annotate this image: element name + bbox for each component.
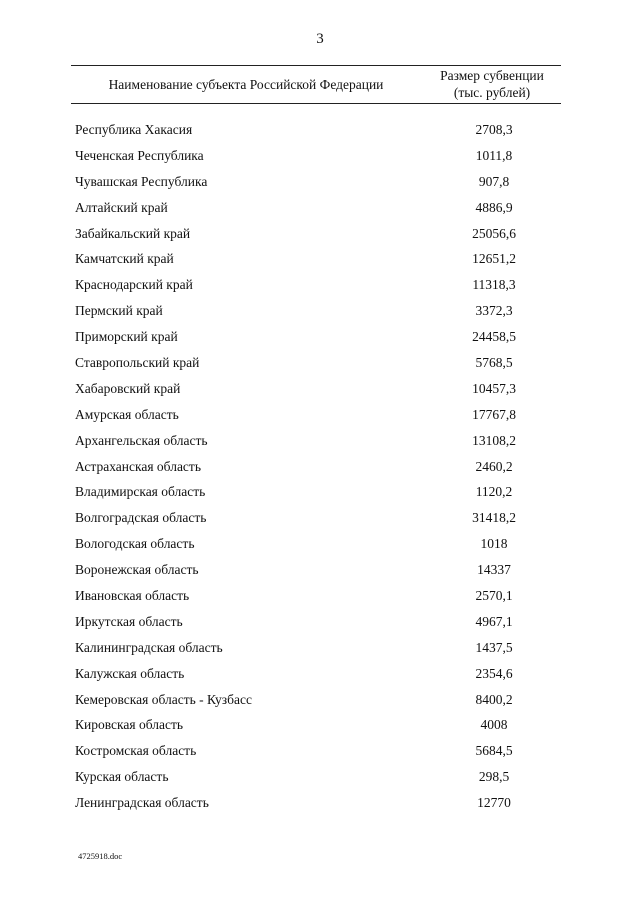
table-row <box>0 742 640 768</box>
subvention-amount-cell: 8400,2 <box>475 691 513 707</box>
subvention-amount-cell: 24458,5 <box>472 329 516 345</box>
subject-name-cell: Костромская область <box>75 743 197 759</box>
table-row <box>0 483 640 509</box>
table-row <box>0 794 640 820</box>
table-row <box>0 225 640 251</box>
page-number: 3 <box>316 31 324 47</box>
subject-name-cell: Алтайский край <box>75 199 168 215</box>
column-header-subject-name: Наименование субъекта Российской Федерации <box>108 77 384 92</box>
subvention-amount-cell: 17767,8 <box>472 406 516 422</box>
table-row <box>0 354 640 380</box>
table-row <box>0 691 640 717</box>
subject-name-cell: Амурская область <box>75 406 179 422</box>
subvention-amount-cell: 31418,2 <box>472 510 516 526</box>
subvention-amount-cell: 298,5 <box>478 769 510 785</box>
table-row <box>0 121 640 147</box>
subvention-amount-cell: 1437,5 <box>475 639 513 655</box>
subject-name-cell: Кемеровская область - Кузбасс <box>75 691 252 707</box>
subvention-amount-cell: 5684,5 <box>475 743 513 759</box>
subvention-amount-cell: 3372,3 <box>475 303 513 319</box>
subject-name-cell: Хабаровский край <box>75 380 181 396</box>
subject-name-cell: Кировская область <box>75 717 184 733</box>
subject-name-cell: Чувашская Республика <box>75 173 208 189</box>
subvention-amount-cell: 907,8 <box>478 173 510 189</box>
subject-name-cell: Краснодарский край <box>75 277 193 293</box>
table-row <box>0 250 640 276</box>
subvention-amount-cell: 2570,1 <box>475 588 513 604</box>
table-row <box>0 665 640 691</box>
table-row <box>0 276 640 302</box>
subject-name-cell: Калужская область <box>75 665 185 681</box>
subvention-amount-cell: 12651,2 <box>472 251 516 267</box>
column-header-amount-line2: (тыс. рублей) <box>453 84 531 100</box>
subvention-amount-cell: 1011,8 <box>475 147 513 163</box>
subject-name-cell: Астраханская область <box>75 458 201 474</box>
subject-name-cell: Ивановская область <box>75 588 190 604</box>
subject-name-cell: Воронежская область <box>75 562 199 578</box>
subject-name-cell: Забайкальский край <box>75 225 191 241</box>
table-row <box>0 380 640 406</box>
table-header-bottom-rule <box>71 103 561 104</box>
table-row <box>0 458 640 484</box>
subject-name-cell: Вологодская область <box>75 536 195 552</box>
table-row <box>0 432 640 458</box>
subject-name-cell: Курская область <box>75 769 169 785</box>
table-top-rule <box>71 65 561 66</box>
subject-name-cell: Чеченская Республика <box>75 147 204 163</box>
subvention-amount-cell: 25056,6 <box>472 225 516 241</box>
table-body <box>0 121 640 820</box>
subvention-amount-cell: 2460,2 <box>475 458 513 474</box>
subvention-amount-cell: 12770 <box>477 795 511 811</box>
table-row <box>0 147 640 173</box>
subject-name-cell: Ленинградская область <box>75 795 209 811</box>
subject-name-cell: Калининградская область <box>75 639 223 655</box>
table-row <box>0 509 640 535</box>
subject-name-cell: Иркутская область <box>75 613 183 629</box>
subvention-amount-cell: 10457,3 <box>472 380 516 396</box>
subject-name-cell: Республика Хакасия <box>75 122 193 137</box>
subvention-amount-cell: 2708,3 <box>475 122 513 137</box>
subject-name-cell: Камчатский край <box>75 251 174 267</box>
subject-name-cell: Владимирская область <box>75 484 206 500</box>
table-row <box>0 561 640 587</box>
subject-name-cell: Пермский край <box>75 303 163 319</box>
subject-name-cell: Ставропольский край <box>75 355 200 371</box>
subject-name-cell: Архангельская область <box>75 432 208 448</box>
table-row <box>0 587 640 613</box>
table-row <box>0 613 640 639</box>
table-row <box>0 406 640 432</box>
subvention-amount-cell: 4886,9 <box>475 199 513 215</box>
subvention-amount-cell: 4008 <box>480 717 508 733</box>
subvention-amount-cell: 5768,5 <box>475 355 513 371</box>
table-row <box>0 173 640 199</box>
table-row <box>0 768 640 794</box>
table-row <box>0 328 640 354</box>
subvention-amount-cell: 11318,3 <box>472 277 516 293</box>
document-id: 4725918.doc <box>78 851 123 861</box>
table-row <box>0 716 640 742</box>
table-row <box>0 535 640 561</box>
subvention-amount-cell: 14337 <box>477 562 511 578</box>
column-header-subvention-amount <box>418 68 566 101</box>
subject-name-cell: Волгоградская область <box>75 510 207 526</box>
table-row <box>0 639 640 665</box>
column-header-amount-line1: Размер субвенции <box>440 68 544 83</box>
subject-name-cell: Приморский край <box>75 329 178 345</box>
subvention-amount-cell: 13108,2 <box>472 432 516 448</box>
subvention-amount-cell: 2354,6 <box>475 665 513 681</box>
subvention-amount-cell: 1018 <box>480 536 508 552</box>
subvention-amount-cell: 1120,2 <box>475 484 513 500</box>
table-row <box>0 302 640 328</box>
table-row <box>0 199 640 225</box>
subvention-amount-cell: 4967,1 <box>475 613 513 629</box>
